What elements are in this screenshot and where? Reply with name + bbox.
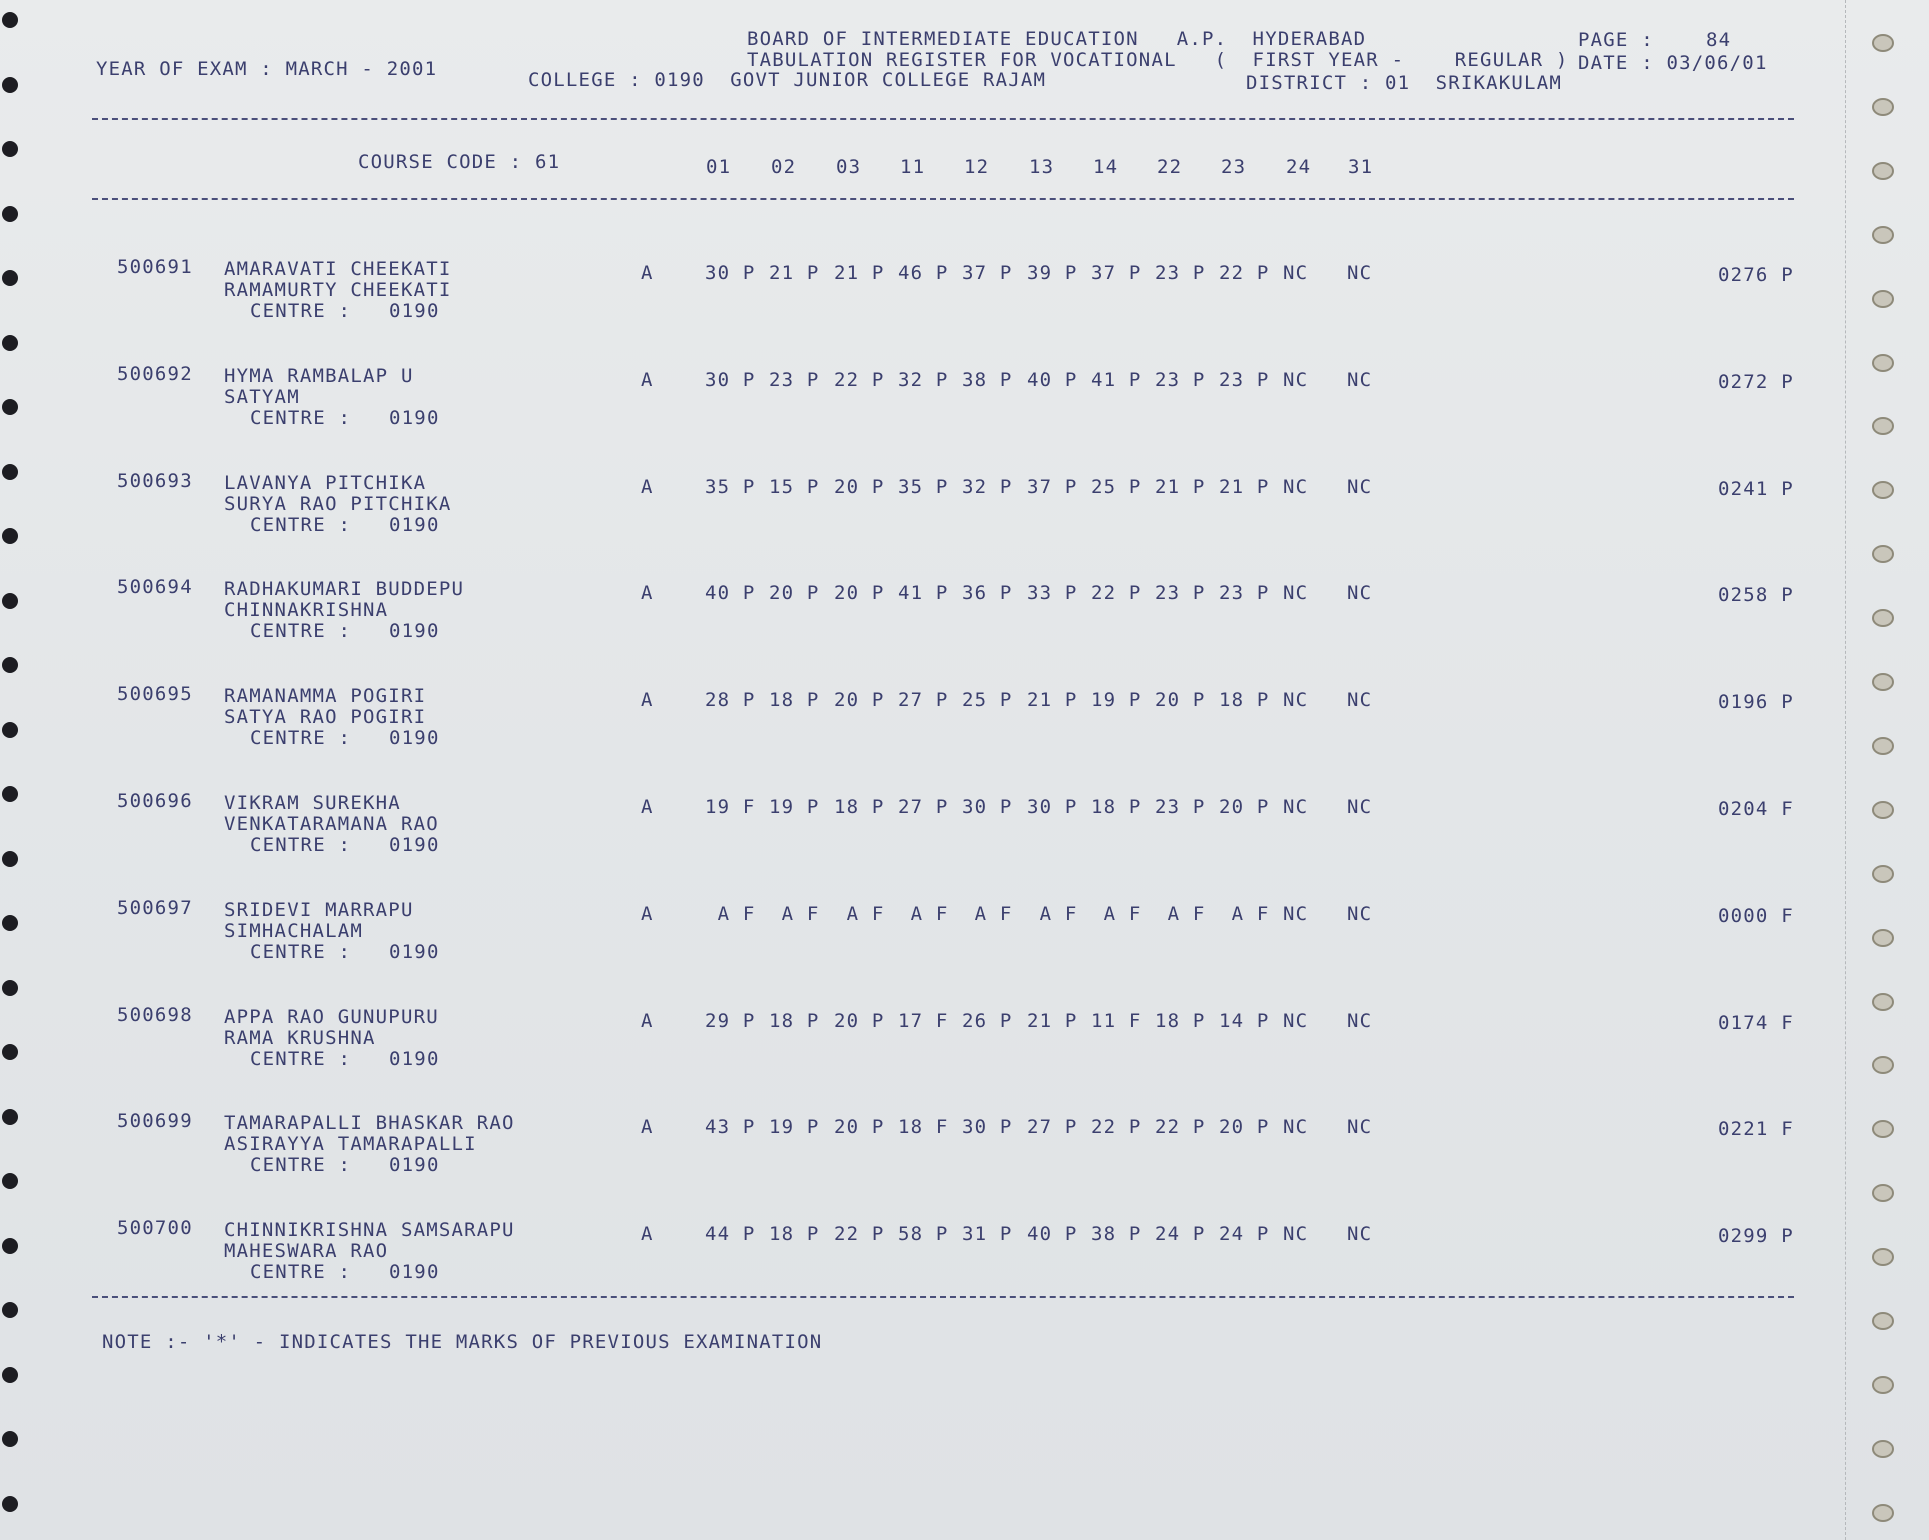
centre-code: CENTRE : 0190: [250, 300, 440, 322]
page-label: PAGE :: [1578, 29, 1654, 51]
roll-number: 500693: [117, 469, 193, 492]
subject-code: 02: [771, 156, 797, 178]
subject-mark: 20 P: [834, 1116, 885, 1139]
subject-mark: 21 P: [1219, 475, 1270, 498]
subject-mark: 21 P: [1027, 689, 1078, 712]
subject-mark: 18 P: [769, 1223, 820, 1246]
subject-mark: 20 P: [1219, 796, 1270, 818]
subject-mark: 19 P: [1091, 689, 1142, 712]
subject-mark: 33 P: [1027, 582, 1078, 605]
total-result: 0241 P: [1718, 477, 1794, 500]
feed-hole: [2, 77, 18, 93]
parent-name: SURYA RAO PITCHIKA: [224, 492, 452, 515]
subject-mark: 23 P: [1219, 582, 1270, 605]
subject-mark: 21 P: [1155, 475, 1206, 498]
feed-hole: [2, 335, 18, 351]
footer-rule: [92, 1296, 1794, 1298]
feed-hole: [2, 657, 18, 673]
subject-mark: 40 P: [705, 582, 756, 605]
subject-mark: A F: [1091, 902, 1142, 925]
subject-mark: NC: [1283, 582, 1309, 605]
subject-mark: NC: [1283, 796, 1309, 818]
subject-mark: 24 P: [1219, 1223, 1270, 1246]
subject-mark: 41 P: [1091, 368, 1142, 391]
roll-number: 500691: [117, 256, 193, 278]
subject-mark: 18 P: [1219, 689, 1270, 712]
roll-number: 500699: [117, 1110, 193, 1133]
subject-mark: 23 P: [1155, 262, 1206, 284]
parent-name: VENKATARAMANA RAO: [224, 813, 439, 835]
student-record: [0, 1217, 1929, 1287]
subject-mark: 21 P: [834, 262, 885, 284]
group-code: A: [641, 475, 654, 498]
student-name: TAMARAPALLI BHASKAR RAO: [224, 1112, 515, 1135]
subject-mark: A F: [1027, 902, 1078, 925]
student-name: SRIDEVI MARRAPU: [224, 898, 414, 921]
student-record: [0, 576, 1929, 646]
student-name: RAMANAMMA POGIRI: [224, 685, 427, 708]
subject-mark: A F: [1155, 902, 1206, 925]
subject-mark: 19 P: [769, 1116, 820, 1139]
subject-mark: 27 P: [898, 689, 949, 712]
parent-name: SIMHACHALAM: [224, 919, 364, 942]
subject-code: 12: [964, 156, 990, 178]
course-code: COURSE CODE : 61: [358, 151, 561, 173]
subject-mark: 35 P: [898, 475, 949, 498]
feed-hole: [2, 206, 18, 222]
subject-code: 13: [1029, 156, 1055, 178]
centre-code: CENTRE : 0190: [250, 406, 440, 429]
total-result: 0221 F: [1718, 1118, 1794, 1141]
centre-code: CENTRE : 0190: [250, 940, 440, 963]
header-rule: [92, 118, 1794, 120]
subject-mark: 25 P: [1091, 475, 1142, 498]
subject-mark: NC: [1283, 368, 1309, 391]
subject-mark: NC: [1283, 262, 1309, 284]
subject-mark: 20 P: [834, 475, 885, 498]
feed-hole: [1872, 1312, 1894, 1330]
subject-mark: 17 F: [898, 1009, 949, 1032]
subject-mark: 41 P: [898, 582, 949, 605]
feed-hole: [1872, 1504, 1894, 1522]
centre-code: CENTRE : 0190: [250, 513, 440, 536]
subject-mark: 18 F: [898, 1116, 949, 1139]
subject-mark: 58 P: [898, 1223, 949, 1246]
subject-mark: 28 P: [705, 689, 756, 712]
subject-31-mark: NC: [1347, 1009, 1373, 1032]
subject-mark: 40 P: [1027, 1223, 1078, 1246]
register-title: TABULATION REGISTER FOR VOCATIONAL ( FIRST YEAR - REGULAR ): [747, 49, 1569, 71]
group-code: A: [641, 1009, 654, 1032]
subject-mark: 18 P: [769, 1009, 820, 1032]
parent-name: RAMA KRUSHNA: [224, 1026, 376, 1049]
feed-hole: [2, 980, 18, 996]
feed-hole: [1872, 98, 1894, 116]
subject-mark: 20 P: [1219, 1116, 1270, 1139]
roll-number: 500698: [117, 1003, 193, 1026]
subject-mark: 30 P: [962, 1116, 1013, 1139]
footnote: NOTE :- '*' - INDICATES THE MARKS OF PREVIOUS EXAMINATION: [102, 1331, 823, 1353]
feed-hole: [2, 1367, 18, 1383]
student-name: CHINNIKRISHNA SAMSARAPU: [224, 1219, 515, 1242]
subject-mark: 40 P: [1027, 368, 1078, 391]
total-result: 0258 P: [1718, 584, 1794, 607]
student-name: AMARAVATI CHEEKATI: [224, 258, 452, 280]
subject-mark: 22 P: [1155, 1116, 1206, 1139]
subject-mark: 44 P: [705, 1223, 756, 1246]
subject-mark: 35 P: [705, 475, 756, 498]
roll-number: 500694: [117, 576, 193, 599]
subject-mark: 32 P: [898, 368, 949, 391]
subject-mark: 30 P: [962, 796, 1013, 818]
centre-code: CENTRE : 0190: [250, 727, 440, 750]
total-result: 0196 P: [1718, 691, 1794, 714]
subject-mark: 18 P: [1155, 1009, 1206, 1032]
subject-mark: 21 P: [769, 262, 820, 284]
subject-mark: 38 P: [962, 368, 1013, 391]
parent-name: SATYA RAO POGIRI: [224, 706, 427, 729]
total-result: 0000 F: [1718, 904, 1794, 927]
subject-mark: NC: [1283, 1116, 1309, 1139]
subject-code: 14: [1093, 156, 1119, 178]
subject-mark: 30 P: [705, 262, 756, 284]
roll-number: 500697: [117, 896, 193, 919]
subject-mark: A F: [705, 902, 756, 925]
student-record: [0, 363, 1929, 433]
student-name: VIKRAM SUREKHA: [224, 792, 401, 814]
feed-hole: [2, 141, 18, 157]
subject-31-mark: NC: [1347, 368, 1373, 391]
print-date: DATE : 03/06/01: [1578, 52, 1768, 74]
subject-code: 11: [900, 156, 926, 178]
subject-mark: 36 P: [962, 582, 1013, 605]
subject-mark: 31 P: [962, 1223, 1013, 1246]
subject-31-mark: NC: [1347, 1116, 1373, 1139]
district-label: DISTRICT : 01 SRIKAKULAM: [1246, 72, 1562, 94]
student-record: [0, 683, 1929, 753]
perforation-line: [1845, 0, 1846, 1540]
total-result: 0276 P: [1718, 264, 1794, 286]
roll-number: 500700: [117, 1217, 193, 1240]
subject-mark: 20 P: [834, 689, 885, 712]
feed-hole: [2, 12, 18, 28]
subject-code: 03: [836, 156, 862, 178]
feed-hole: [1872, 1184, 1894, 1202]
subject-mark: 20 P: [834, 582, 885, 605]
subject-31-mark: NC: [1347, 582, 1373, 605]
subject-mark: 37 P: [1091, 262, 1142, 284]
page-number: 84: [1706, 29, 1732, 51]
subject-code: 24: [1286, 156, 1312, 178]
roll-number: 500695: [117, 683, 193, 706]
feed-hole: [2, 1496, 18, 1512]
student-record: [0, 256, 1929, 326]
subject-mark: 23 P: [1155, 796, 1206, 818]
subject-mark: 26 P: [962, 1009, 1013, 1032]
parent-name: SATYAM: [224, 385, 300, 408]
subject-mark: 22 P: [1091, 1116, 1142, 1139]
group-code: A: [641, 262, 654, 284]
subject-31-mark: NC: [1347, 1223, 1373, 1246]
parent-name: CHINNAKRISHNA: [224, 599, 389, 622]
subject-mark: NC: [1283, 689, 1309, 712]
subject-31-mark: NC: [1347, 796, 1373, 818]
subject-mark: 20 P: [769, 582, 820, 605]
subject-mark: 30 P: [1027, 796, 1078, 818]
subject-mark: 18 P: [834, 796, 885, 818]
subject-mark: A F: [898, 902, 949, 925]
group-code: A: [641, 582, 654, 605]
total-result: 0174 F: [1718, 1011, 1794, 1034]
total-result: 0272 P: [1718, 370, 1794, 393]
subject-mark: 23 P: [1155, 582, 1206, 605]
student-record: [0, 1004, 1929, 1074]
subject-mark: 43 P: [705, 1116, 756, 1139]
feed-hole: [1872, 545, 1894, 563]
subject-31-mark: NC: [1347, 689, 1373, 712]
board-title: BOARD OF INTERMEDIATE EDUCATION A.P. HYDERABAD: [747, 28, 1367, 50]
subject-mark: NC: [1283, 1009, 1309, 1032]
feed-hole: [1872, 34, 1894, 52]
subject-mark: 37 P: [1027, 475, 1078, 498]
centre-code: CENTRE : 0190: [250, 834, 440, 856]
subject-mark: 20 P: [1155, 689, 1206, 712]
subject-code: 01: [706, 156, 732, 178]
feed-hole: [1872, 865, 1894, 883]
subject-mark: 19 F: [705, 796, 756, 818]
subject-mark: 46 P: [898, 262, 949, 284]
student-record: [0, 897, 1929, 967]
subject-mark: 24 P: [1155, 1223, 1206, 1246]
subject-mark: 11 F: [1091, 1009, 1142, 1032]
subject-mark: 22 P: [1091, 582, 1142, 605]
subject-mark: 18 P: [769, 689, 820, 712]
year-of-exam: YEAR OF EXAM : MARCH - 2001: [96, 58, 438, 80]
subject-mark: 38 P: [1091, 1223, 1142, 1246]
subject-mark: 27 P: [1027, 1116, 1078, 1139]
subject-mark: 29 P: [705, 1009, 756, 1032]
group-code: A: [641, 1116, 654, 1139]
subject-mark: 14 P: [1219, 1009, 1270, 1032]
subject-mark: A F: [962, 902, 1013, 925]
subject-mark: A F: [834, 902, 885, 925]
roll-number: 500696: [117, 790, 193, 812]
subject-mark: NC: [1283, 475, 1309, 498]
group-code: A: [641, 796, 654, 818]
group-code: A: [641, 689, 654, 712]
centre-code: CENTRE : 0190: [250, 1154, 440, 1177]
feed-hole: [1872, 226, 1894, 244]
subject-mark: 15 P: [769, 475, 820, 498]
total-result: 0299 P: [1718, 1225, 1794, 1248]
subject-mark: 22 P: [1219, 262, 1270, 284]
column-header-rule: [92, 198, 1794, 200]
student-record: [0, 470, 1929, 540]
subject-31-mark: NC: [1347, 902, 1373, 925]
student-name: APPA RAO GUNUPURU: [224, 1005, 439, 1028]
subject-mark: A F: [769, 902, 820, 925]
subject-mark: 22 P: [834, 1223, 885, 1246]
parent-name: ASIRAYYA TAMARAPALLI: [224, 1133, 477, 1156]
subject-mark: 20 P: [834, 1009, 885, 1032]
subject-mark: 37 P: [962, 262, 1013, 284]
parent-name: RAMAMURTY CHEEKATI: [224, 279, 452, 301]
feed-hole: [1872, 162, 1894, 180]
subject-mark: 23 P: [1155, 368, 1206, 391]
feed-hole: [1872, 1376, 1894, 1394]
subject-mark: 22 P: [834, 368, 885, 391]
subject-mark: NC: [1283, 902, 1309, 925]
centre-code: CENTRE : 0190: [250, 1261, 440, 1284]
feed-hole: [1872, 1440, 1894, 1458]
subject-code: 31: [1348, 156, 1374, 178]
feed-hole: [2, 1302, 18, 1318]
feed-hole: [2, 1431, 18, 1447]
group-code: A: [641, 1223, 654, 1246]
subject-code: 23: [1221, 156, 1247, 178]
subject-31-mark: NC: [1347, 262, 1373, 284]
subject-mark: 21 P: [1027, 1009, 1078, 1032]
student-record: [0, 790, 1929, 860]
subject-mark: A F: [1219, 902, 1270, 925]
subject-mark: 27 P: [898, 796, 949, 818]
total-result: 0204 F: [1718, 798, 1794, 820]
college-label: COLLEGE : 0190 GOVT JUNIOR COLLEGE RAJAM: [528, 69, 1047, 91]
subject-mark: 19 P: [769, 796, 820, 818]
parent-name: MAHESWARA RAO: [224, 1240, 389, 1263]
subject-mark: 30 P: [705, 368, 756, 391]
subject-mark: 23 P: [769, 368, 820, 391]
subject-mark: 32 P: [962, 475, 1013, 498]
subject-mark: 39 P: [1027, 262, 1078, 284]
subject-mark: NC: [1283, 1223, 1309, 1246]
group-code: A: [641, 902, 654, 925]
subject-mark: 25 P: [962, 689, 1013, 712]
subject-code: 22: [1157, 156, 1183, 178]
centre-code: CENTRE : 0190: [250, 1047, 440, 1070]
subject-31-mark: NC: [1347, 475, 1373, 498]
centre-code: CENTRE : 0190: [250, 620, 440, 643]
subject-mark: 23 P: [1219, 368, 1270, 391]
student-name: RADHAKUMARI BUDDEPU: [224, 578, 465, 601]
student-name: LAVANYA PITCHIKA: [224, 471, 427, 494]
subject-mark: 18 P: [1091, 796, 1142, 818]
student-name: HYMA RAMBALAP U: [224, 364, 414, 387]
group-code: A: [641, 368, 654, 391]
student-record: [0, 1110, 1929, 1180]
roll-number: 500692: [117, 362, 193, 385]
